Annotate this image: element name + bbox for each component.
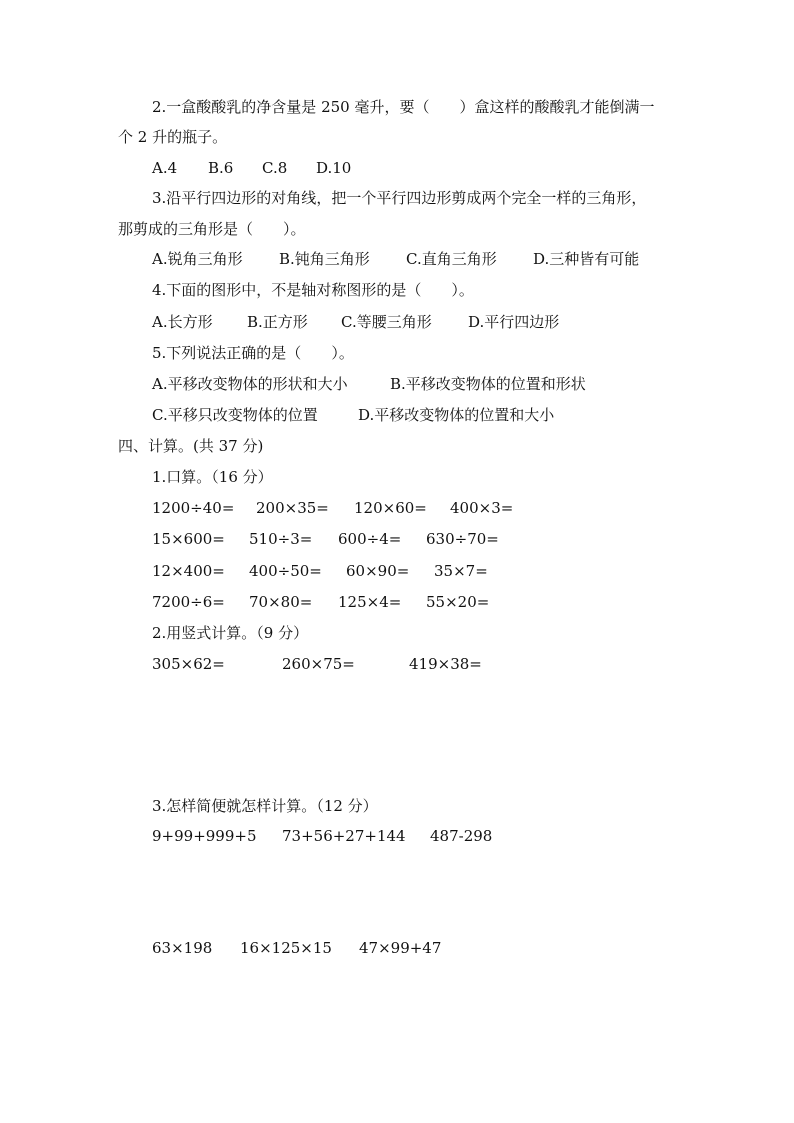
q2-option-a: A.4: [152, 159, 178, 177]
mental-math-item: 55×20=: [426, 593, 490, 611]
q4-option-c: C.等腰三角形: [341, 313, 432, 331]
section4-title: 四、计算。(共 37 分): [118, 437, 264, 455]
q3-line1: 3.沿平行四边形的对角线，把一个平行四边形剪成两个完全一样的三角形，: [152, 189, 647, 207]
mental-math-item: 60×90=: [346, 562, 410, 580]
q4-option-d: D.平行四边形: [468, 313, 560, 331]
mental-math-item: 125×4=: [338, 593, 402, 611]
part2-title: 2.用竖式计算。（9 分）: [152, 624, 309, 642]
q5-option-c: C.平移只改变物体的位置: [152, 406, 318, 424]
part1-title: 1.口算。（16 分）: [152, 468, 273, 486]
q3-line2: 那剪成的三角形是（ ）。: [118, 220, 306, 238]
mental-math-item: 7200÷6=: [152, 593, 225, 611]
q3-option-b: B.钝角三角形: [279, 250, 370, 268]
mental-math-item: 200×35=: [256, 499, 329, 517]
q2-line2: 个 2 升的瓶子。: [118, 128, 228, 146]
q5-option-a: A.平移改变物体的形状和大小: [152, 375, 348, 393]
q5-option-d: D.平移改变物体的位置和大小: [358, 406, 555, 424]
q3-option-a: A.锐角三角形: [152, 250, 243, 268]
q3-option-c: C.直角三角形: [406, 250, 497, 268]
mental-math-item: 400×3=: [450, 499, 514, 517]
simplify-calc-item: 487-298: [430, 827, 493, 845]
q5-line1: 5.下列说法正确的是（ ）。: [152, 344, 354, 362]
mental-math-item: 120×60=: [354, 499, 427, 517]
mental-math-item: 70×80=: [249, 593, 313, 611]
mental-math-item: 12×400=: [152, 562, 225, 580]
q3-option-d: D.三种皆有可能: [533, 250, 640, 268]
q2-option-c: C.8: [262, 159, 288, 177]
simplify-calc-item: 9+99+999+5: [152, 827, 257, 845]
mental-math-item: 600÷4=: [338, 530, 402, 548]
q5-option-b: B.平移改变物体的位置和形状: [390, 375, 586, 393]
simplify-calc-item: 63×198: [152, 939, 213, 957]
simplify-calc-item: 73+56+27+144: [282, 827, 406, 845]
vertical-calc-item: 260×75=: [282, 655, 355, 673]
mental-math-item: 15×600=: [152, 530, 225, 548]
q2-option-b: B.6: [208, 159, 234, 177]
simplify-calc-item: 47×99+47: [359, 939, 442, 957]
mental-math-item: 630÷70=: [426, 530, 499, 548]
q2-option-d: D.10: [316, 159, 352, 177]
simplify-calc-item: 16×125×15: [240, 939, 332, 957]
q4-option-b: B.正方形: [247, 313, 308, 331]
q2-line1: 2.一盒酸酸乳的净含量是 250 毫升，要（ ）盒这样的酸酸乳才能倒满一: [152, 98, 655, 116]
q4-line1: 4.下面的图形中，不是轴对称图形的是（ ）。: [152, 281, 474, 299]
vertical-calc-item: 419×38=: [409, 655, 482, 673]
vertical-calc-item: 305×62=: [152, 655, 225, 673]
mental-math-item: 35×7=: [434, 562, 488, 580]
q4-option-a: A.长方形: [152, 313, 213, 331]
mental-math-item: 1200÷40=: [152, 499, 235, 517]
mental-math-item: 400÷50=: [249, 562, 322, 580]
mental-math-item: 510÷3=: [249, 530, 313, 548]
part3-title: 3.怎样简便就怎样计算。（12 分）: [152, 797, 378, 815]
